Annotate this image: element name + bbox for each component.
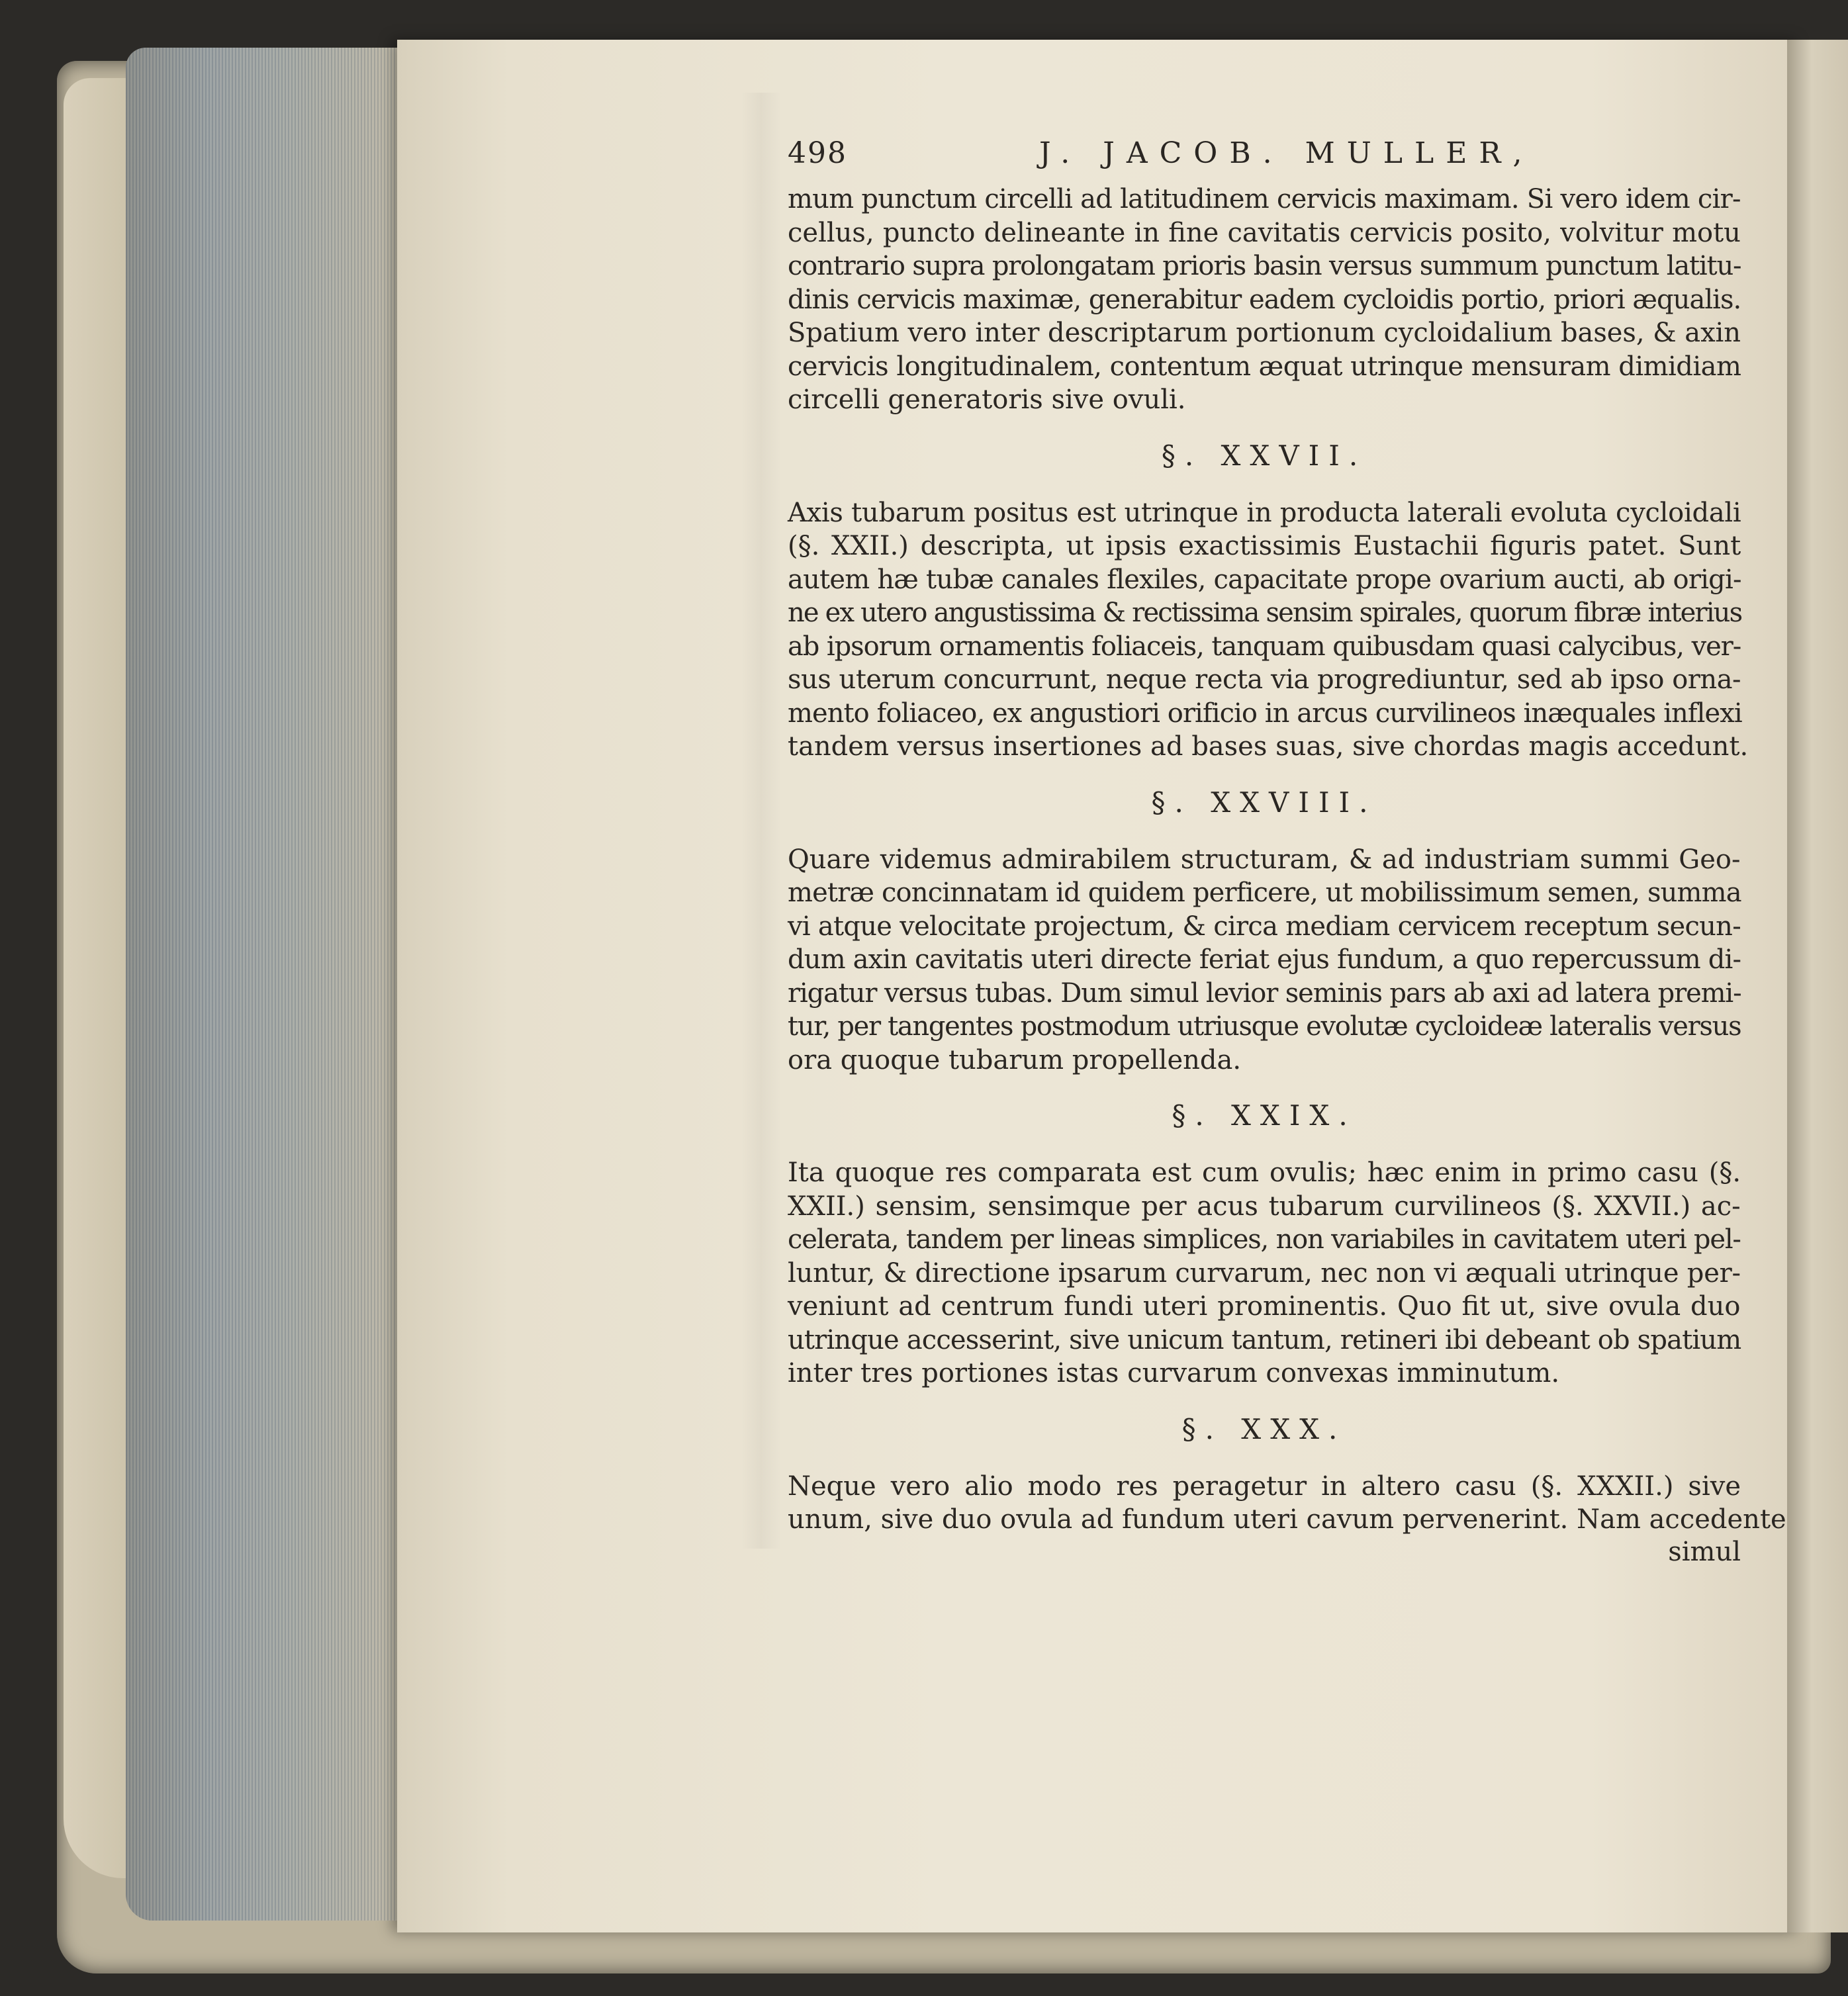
text-line: mum punctum circelli ad latitudinem cervicis maximam. Si vero idem cir- — [788, 184, 1741, 214]
running-title: J. JACOB. MULLER, — [1039, 136, 1534, 170]
paragraph — [788, 183, 1741, 417]
text-line: contrario supra prolongatam prioris basin versus summum punctum latitu- — [788, 251, 1741, 281]
text-line: XXII.) sensim, sensimque per acus tubarum curvilineos (§. XXVII.) ac- — [788, 1191, 1741, 1222]
text-line: Neque vero alio modo res peragetur in altero casu (§. XXXII.) sive — [788, 1471, 1741, 1502]
gutter-shadow — [741, 93, 781, 1549]
text-line: Axis tubarum positus est utrinque in producta laterali evoluta cycloidali — [788, 497, 1741, 528]
paragraph — [788, 1156, 1741, 1390]
section-heading: §. XXVII. — [1161, 439, 1367, 472]
text-line: cellus, puncto delineante in fine cavitatis cervicis posito, volvitur motu — [788, 217, 1741, 248]
text-line: mento foliaceo, ex angustiori orificio in arcus curvilineos inæquales inflexi — [788, 698, 1742, 729]
page-body — [788, 183, 1786, 1537]
text-line: celerata, tandem per lineas simplices, non variabiles in cavitatem uteri pel- — [788, 1224, 1741, 1255]
text-line: utrinque accesserint, sive unicum tantum, retineri ibi debeant ob spatium — [788, 1324, 1741, 1355]
text-line: dinis cervicis maximæ, generabitur eadem cycloidis portio, priori æqualis. — [788, 284, 1741, 315]
facing-page-edge — [1787, 40, 1848, 1932]
text-line: rigatur versus tubas. Dum simul levior seminis pars ab axi ad latera premi- — [788, 977, 1741, 1009]
catchword-row — [788, 1537, 1741, 1570]
running-head — [788, 131, 1741, 183]
catchword: simul — [1668, 1536, 1741, 1567]
section-heading: §. XXIX. — [1172, 1099, 1357, 1132]
text-line: circelli generatoris sive ovuli. — [788, 385, 1186, 415]
paragraph — [788, 1470, 1786, 1537]
section-heading: §. XXVIII. — [1151, 786, 1377, 819]
text-line: cervicis longitudinalem, contentum æquat utrinque mensuram dimidiam — [788, 351, 1741, 382]
text-line: ora quoque tubarum propellenda. — [788, 1044, 1242, 1075]
text-line: (§. XXII.) descripta, ut ipsis exactissimis Eustachii figuris patet. Sunt — [788, 531, 1741, 561]
paragraph — [788, 843, 1741, 1077]
text-line: Quare videmus admirabilem structuram, & ad industriam summi Geo- — [788, 844, 1741, 875]
text-line: dum axin cavitatis uteri directe feriat ejus fundum, a quo repercussum di- — [788, 944, 1741, 975]
page-text-block — [788, 131, 1786, 1570]
text-line: veniunt ad centrum fundi uteri prominentis. Quo fit ut, sive ovula duo — [788, 1291, 1741, 1322]
text-line: Spatium vero inter descriptarum portionum cycloidalium bases, & axin — [788, 318, 1741, 348]
text-line: tur, per tangentes postmodum utriusque evolutæ cycloideæ lateralis versus — [788, 1011, 1741, 1042]
page-block-edge — [126, 48, 404, 1921]
text-line: unum, sive duo ovula ad fundum uteri cavum pervenerint. Nam accedente — [788, 1504, 1786, 1535]
paragraph — [788, 496, 1749, 764]
section-heading: §. XXX. — [1181, 1412, 1347, 1445]
text-line: autem hæ tubæ canales flexiles, capacitate prope ovarium aucti, ab origi- — [788, 564, 1741, 595]
text-line: metræ concinnatam id quidem perficere, ut mobilissimum semen, summa — [788, 878, 1741, 908]
text-line: tandem versus insertiones ad bases suas, sive chordas magis accedunt. — [788, 731, 1749, 762]
text-line: luntur, & directione ipsarum curvarum, nec non vi æquali utrinque per- — [788, 1257, 1741, 1289]
text-line: sus uterum concurrunt, neque recta via progrediuntur, sed ab ipso orna- — [788, 664, 1741, 695]
text-line: ab ipsorum ornamentis foliaceis, tanquam quibusdam quasi calycibus, ver- — [788, 631, 1741, 662]
text-line: Ita quoque res comparata est cum ovulis; hæc enim in primo casu (§. — [788, 1157, 1741, 1188]
text-line: vi atque velocitate projectum, & circa mediam cervicem receptum secun- — [788, 911, 1741, 942]
text-line: ne ex utero angustissima & rectissima sensim spirales, quorum fibræ interius — [788, 598, 1742, 628]
text-line: inter tres portiones istas curvarum convexas imminutum. — [788, 1358, 1560, 1388]
page-number: 498 — [788, 136, 847, 170]
